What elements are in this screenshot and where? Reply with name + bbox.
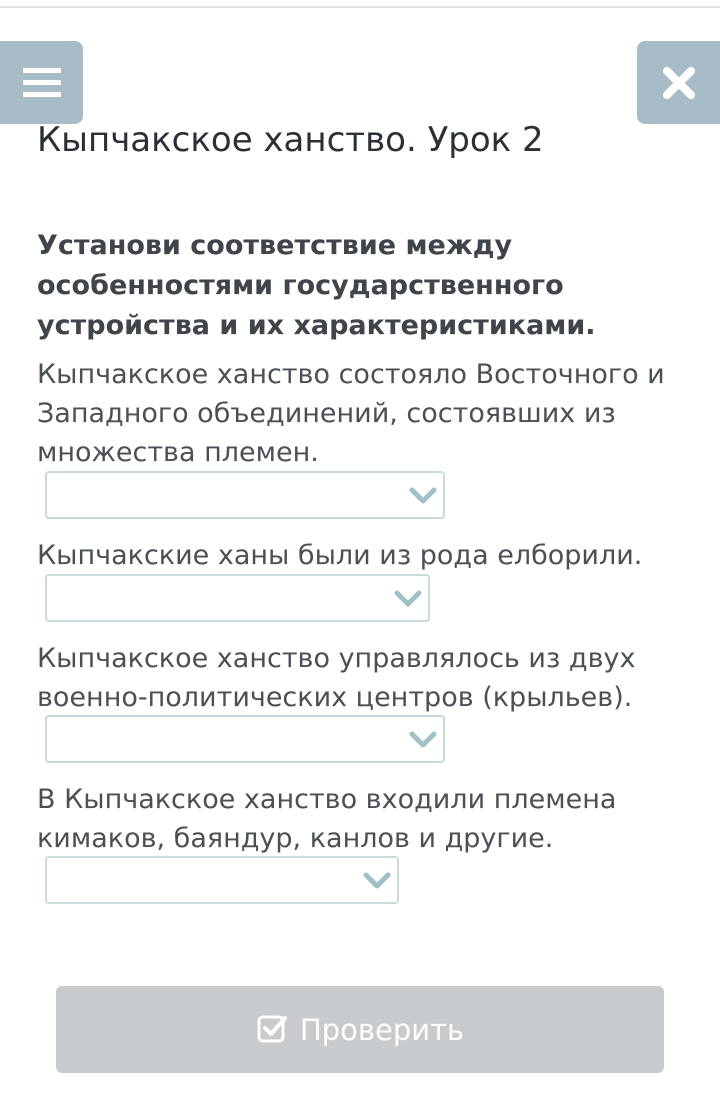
chevron-down-icon — [393, 589, 423, 609]
top-divider — [0, 6, 720, 8]
answer-select-1[interactable] — [45, 471, 445, 519]
task-instruction: Установи соответствие между особенностями государственного устройства и их характеристиками. — [37, 230, 596, 341]
chevron-down-icon — [408, 486, 438, 506]
menu-button[interactable] — [0, 41, 83, 124]
chevron-down-icon — [408, 730, 438, 750]
statement-text-2: Кыпчакские ханы были из рода елборили. — [37, 540, 643, 571]
statement-text-3: Кыпчакское ханство управлялось из двух военно-политических центров (крыльев). — [37, 643, 636, 713]
check-button[interactable] — [56, 986, 664, 1073]
checkbox-checked-icon — [256, 1012, 288, 1044]
answer-select-2[interactable] — [45, 574, 430, 622]
answer-select-4[interactable] — [45, 856, 399, 904]
close-icon — [662, 66, 696, 100]
hamburger-menu-icon — [23, 68, 61, 98]
chevron-down-icon — [362, 871, 392, 891]
statement-text-1: Кыпчакское ханство состояло Восточного и Западного объединений, состоявших из множества племен. — [37, 359, 665, 468]
close-button[interactable] — [637, 41, 720, 124]
check-button-label: Проверить — [299, 1012, 465, 1047]
answer-select-3[interactable] — [45, 715, 445, 763]
statement-text-4: В Кыпчакское ханство входили племена кимаков, баяндур, канлов и другие. — [37, 784, 617, 854]
page-title: Кыпчакское ханство. Урок 2 — [37, 120, 544, 160]
